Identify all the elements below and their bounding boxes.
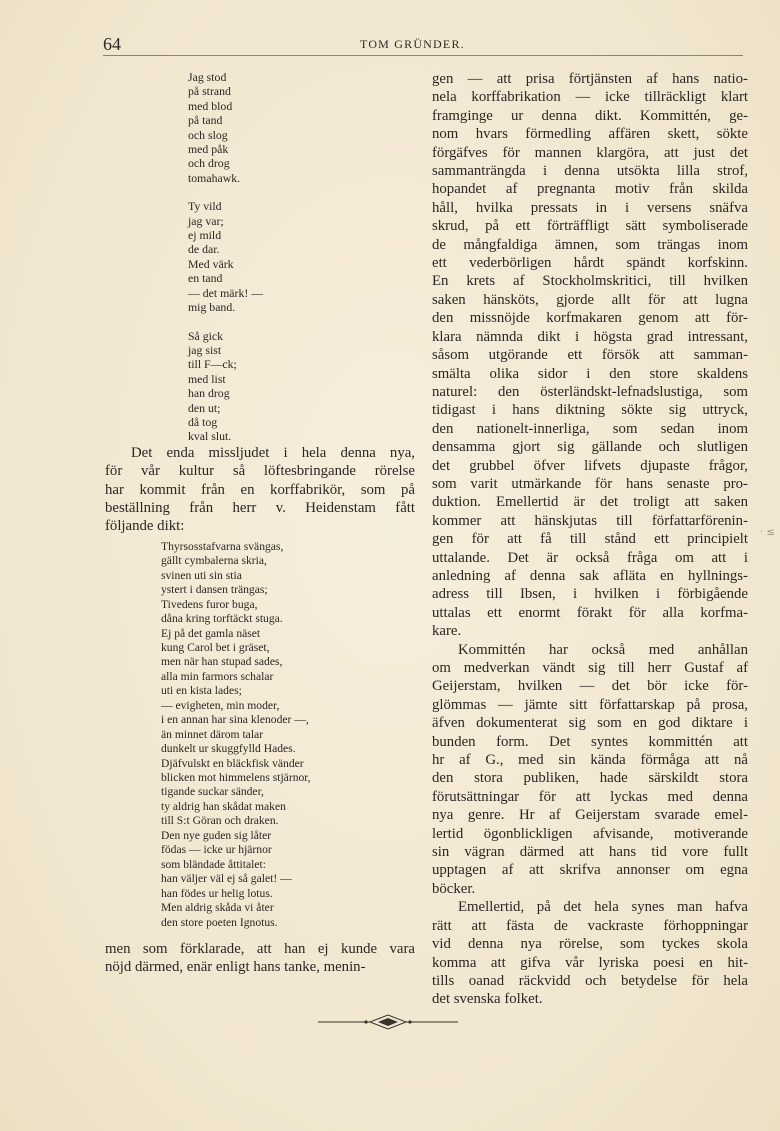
prose-line: densamma gjort sig gällande och slutligen [432, 439, 748, 456]
prose-line: nela korffabrikation — icke tillräckligt klart [432, 89, 748, 106]
right-column [432, 70, 748, 1009]
poem-line: Thyrsosstafvarna svängas, [161, 539, 284, 553]
poem-line: tigande suckar sänder, [161, 785, 264, 799]
prose-line: hr af G., med sin kända förmåga att nå [432, 752, 748, 769]
prose-line: komma att gifva vår lyriska poesi en hit- [432, 954, 748, 971]
poem-line: till F—ck; [188, 357, 237, 372]
poem-line: och drog [188, 156, 230, 171]
short-poem [188, 70, 415, 444]
poem-line: kval slut. [188, 429, 232, 444]
prose-line: det svenska folket. [432, 991, 543, 1008]
poem-line: en tand [188, 271, 223, 286]
page-number: 64 [103, 34, 121, 54]
poem-line: och slog [188, 127, 228, 142]
poem-line: dåna kring torftäckt stuga. [161, 612, 283, 626]
prose-line: glömmas — jämte sitt författarskap på prosa, [432, 696, 748, 713]
prose-line: uttalas ett enormt förakt för alla korfma- [432, 604, 748, 621]
prose-line: tidigast i hans diktning sökte sig uttryck, [432, 402, 748, 419]
poem-line: den ut; [188, 400, 221, 415]
poem-line: Jag stod [188, 70, 227, 84]
poem-line: svinen uti sin stia [161, 568, 242, 582]
prose-line: den stora publiken, hade särskildt stora [432, 770, 748, 787]
prose-line: förgäfves för mannen klargöra, att just det [432, 144, 748, 161]
prose-line: vid denna nya rörelse, som tyckes skola [432, 936, 748, 953]
poem-line: i en annan har sina klenoder —, [161, 713, 309, 727]
poem-line: blicken mot himmelens stjärnor, [161, 771, 311, 785]
prose-line: äfven dokumenterat sig som en god diktare i [432, 715, 748, 732]
poem-line: dunkelt ur skuggfylld Hades. [161, 742, 296, 756]
prose-line: men som förklarade, att han ej kunde vara [105, 941, 415, 958]
intro-paragraph [105, 444, 415, 536]
prose-line: lertid ögonblickligen afvisande, motiverande [432, 825, 748, 842]
prose-line: Emellertid, på det hela synes man hafva [458, 899, 748, 916]
prose-line: hopandet af pregnanta motiv från skilda [432, 181, 748, 198]
poem-line: de dar. [188, 242, 220, 257]
poem-line: ystert i dansen trängas; [161, 583, 268, 597]
prose-line: beställning från herr v. Heidenstam fått [105, 499, 415, 516]
prose-line: klara nämnda dikt i högsta grad intressant, [432, 328, 748, 345]
prose-line: smälta olika sidor i den store skaldens [432, 365, 748, 382]
prose-line: gen — att prisa förtjänsten af hans natio- [432, 71, 748, 87]
left-column [105, 70, 415, 977]
poem-line: med påk [188, 142, 229, 157]
paragraph-conclusion [432, 898, 748, 1008]
poem-line: Djäfvulskt en bläckfisk vänder [161, 756, 304, 770]
poem-line: ty aldrig han skådat maken [161, 799, 286, 813]
poem-line: med blod [188, 98, 233, 113]
poem-line: med list [188, 371, 226, 386]
poem-line: då tog [188, 414, 218, 429]
poem-line: jag var; [188, 213, 224, 228]
poem-line: Ty vild [188, 199, 222, 214]
poem-line: den store poeten Ignotus. [161, 915, 278, 929]
poem-line: till S:t Göran och draken. [161, 814, 279, 828]
prose-line: naturel: den österländskt-lefnadslustiga, som [432, 383, 748, 400]
prose-line: kommer att hänskjutas till författarförenin- [432, 512, 748, 529]
prose-line: duktion. Emellertid är det troligt att saken [432, 494, 748, 511]
poem-line: — evigheten, min moder, [161, 698, 280, 712]
prose-line: upptagen af att skrifva annonser om egna [432, 862, 748, 879]
prose-line: böcker. [432, 880, 476, 897]
poem-line: han födes ur helig lotus. [161, 886, 273, 900]
prose-line: för vår kultur så löftesbringande rörelse [105, 463, 415, 480]
poem-line: men när han stupad sades, [161, 655, 283, 669]
prose-line: sammanträngda i denna utsökta lilla strof, [432, 163, 748, 180]
prose-line: det grubbel öfver lifvets djupaste frågor, [432, 457, 748, 474]
closing-paragraph [105, 940, 415, 977]
prose-line: Kommittén har också med anhållan [458, 641, 748, 658]
poem-line: — det märk! — [188, 285, 264, 300]
poem-line: Ej på det gamla näset [161, 626, 261, 640]
poem-line: på strand [188, 84, 231, 99]
poem-line: jag sist [188, 342, 222, 357]
poem-line: alla min farmors schalar [161, 669, 274, 683]
poem-line: på tand [188, 113, 223, 128]
prose-line: bunden form. Det syntes kommittén att [432, 733, 748, 750]
margin-mark: · ≤ [760, 527, 775, 538]
prose-line: En krets af Stockholmskritici, till hvilken [432, 273, 748, 290]
prose-line: rätt att fästa de vackraste förhoppningar [432, 917, 748, 934]
paragraph-geijerstam [432, 641, 748, 899]
poem-line: Så gick [188, 328, 224, 343]
prose-line: håll, hvilka pressats in i versens snäfva [432, 199, 748, 216]
prose-line: gen för att få till stånd ett principielt [432, 531, 748, 548]
prose-line: adress till Ibsen, i hvilken i förbigående [432, 586, 748, 603]
prose-line: som varit utmärkande för hans senaste pro- [432, 475, 748, 492]
ornament-divider-icon [318, 1013, 458, 1031]
poem-line: uti en kista lades; [161, 684, 242, 698]
prose-line: den missnöjde korfmakaren genom att för- [432, 310, 748, 327]
poem-line: tomahawk. [188, 170, 241, 185]
prose-line: nom hvars förmedling affären skett, sökte [432, 126, 748, 143]
stanza-break [188, 315, 415, 329]
prose-line: om medverkan vändt sig till herr Gustaf af [432, 660, 748, 676]
poem-line: gällt cymbalerna skria, [161, 554, 267, 568]
poem-line: Men aldrig skåda vi åter [161, 901, 274, 915]
stanza-break [188, 185, 415, 199]
prose-line: nöjd därmed, enär enligt hans tanke, menin- [105, 959, 366, 976]
poem-line: Den nye guden sig låter [161, 828, 272, 842]
poem-line: än minnet därom talar [161, 727, 264, 741]
prose-line: anledning af denna sak afläta en hyllnings- [432, 567, 748, 584]
prose-line: nya genre. Hr af Geijerstam svarade emel- [432, 807, 748, 824]
prose-line: sin vägran därmed att hans tid vore fullt [432, 844, 748, 861]
poem-line: Med värk [188, 256, 234, 271]
prose-line: kare. [432, 623, 462, 640]
prose-line: tills oanad räckvidd och betydelse för hela [432, 972, 748, 989]
prose-line: följande dikt: [105, 518, 185, 535]
prose-line: Det enda missljudet i hela denna nya, [131, 444, 415, 461]
prose-line: saken hänsköts, gjorde allt för att lugna [432, 291, 748, 308]
poem-line: mig band. [188, 300, 236, 315]
prose-line: såsom utgörande ett försök att samman- [432, 347, 748, 364]
quoted-poem [161, 540, 415, 930]
poem-line: ej mild [188, 228, 222, 243]
prose-line: den nationelt-innerliga, som sedan inom [432, 420, 748, 437]
paragraph-committee [432, 70, 748, 641]
poem-line: som bländade åttitalet: [161, 857, 266, 871]
prose-line: uttalande. Det är också fråga om att i [432, 549, 748, 566]
poem-line: han drog [188, 386, 230, 401]
prose-line: Geijerstam, hvilken — det bör icke för- [432, 678, 748, 695]
running-head: TOM GRÜNDER. [360, 37, 465, 51]
poem-line: han väljer väl ej så galet! — [161, 872, 292, 886]
prose-line: ett vederbörligen hårdt spändt korfskinn. [432, 255, 748, 272]
prose-line: framginge ur denna dikt. Kommittén, ge- [432, 107, 748, 124]
header-rule [103, 55, 743, 56]
poem-line: Tivedens furor buga, [161, 597, 258, 611]
prose-line: förutsättningar för att lyckas med denna [432, 788, 748, 805]
prose-line: skrud, på ett förträffligt sätt symboliserade [432, 218, 748, 235]
prose-line: de mångfaldiga ämnen, som trängas inom [432, 236, 748, 253]
poem-line: födas — icke ur hjärnor [161, 843, 272, 857]
prose-line: har kommit från en korffabrikör, som på [105, 481, 415, 498]
poem-line: kung Carol bet i gräset, [161, 640, 270, 654]
